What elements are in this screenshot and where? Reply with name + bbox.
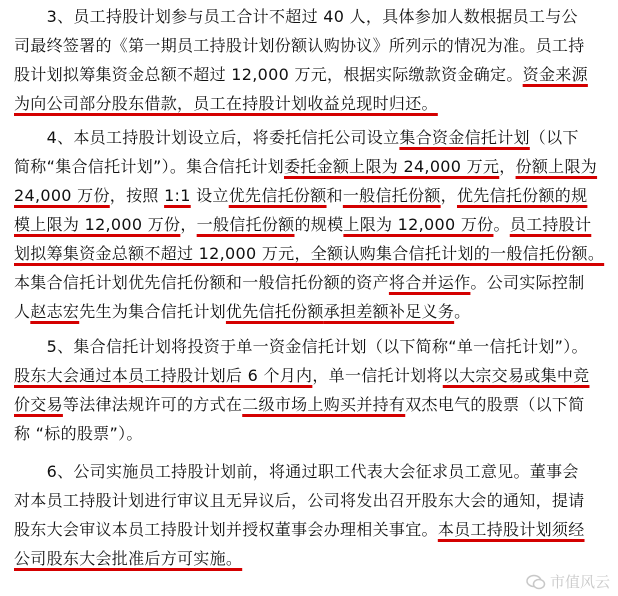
watermark bbox=[526, 571, 610, 592]
text-segment: 设立 bbox=[190, 186, 229, 205]
text-line bbox=[14, 548, 242, 570]
text-segment: 等法律法规许可的方式在 bbox=[62, 395, 243, 414]
text-line bbox=[14, 423, 143, 445]
underlined-phrase: 二级市场上购买并持有 bbox=[242, 395, 406, 414]
text-segment: 。公司实际控制 bbox=[470, 273, 585, 292]
text-segment: ， bbox=[499, 157, 516, 176]
text-segment: 5、集合信托计划将投资于单一资金信托计划（以下简称“单一信托计划”）。 bbox=[14, 337, 588, 356]
text-segment: ，单一信托计划将 bbox=[312, 366, 443, 385]
text-line bbox=[14, 336, 588, 358]
text-line bbox=[14, 93, 438, 115]
underlined-phrase: 承担差额补足义务 bbox=[323, 302, 455, 321]
text-line bbox=[14, 243, 604, 265]
underlined-phrase: 优先信托份额 bbox=[225, 302, 324, 321]
text-segment: 本集合信托计划优先信托份额和一般信托份额的资产 bbox=[14, 273, 389, 292]
underlined-phrase: 优先信托份额的规 bbox=[456, 186, 588, 205]
underlined-phrase: 赵志宏 bbox=[30, 302, 80, 321]
text-segment: 4、本员工持股计划设立后，将委托信托公司设立 bbox=[14, 128, 400, 147]
underlined-phrase: 份额上限为 bbox=[515, 157, 598, 176]
text-segment: ， bbox=[180, 215, 197, 234]
text-line bbox=[14, 127, 579, 149]
text-line bbox=[14, 64, 588, 86]
text-segment: 股计划拟筹集资金总额不超过 12,000 万元，根据实际缴款资金确定。 bbox=[14, 65, 523, 84]
underlined-phrase: 为向公司部分股东借款，员工在持股计划收益兑现时归还。 bbox=[14, 94, 438, 113]
text-line bbox=[14, 490, 585, 512]
text-line bbox=[14, 214, 591, 236]
text-segment: 称 “标的股票”）。 bbox=[14, 424, 143, 443]
text-line bbox=[14, 272, 585, 294]
underlined-phrase: 一般信托份额 bbox=[342, 186, 441, 205]
text-segment: 司最终签署的《第一期员工持股计划份额认购协议》所列示的情况为准。员工持 bbox=[14, 36, 585, 55]
text-line bbox=[14, 185, 587, 207]
text-segment: ，按照 bbox=[109, 186, 165, 205]
underlined-phrase: 1:1 bbox=[164, 186, 191, 205]
text-segment: ， bbox=[440, 186, 457, 205]
text-segment: （以下 bbox=[529, 128, 579, 147]
text-line bbox=[14, 519, 585, 541]
text-segment: 对本员工持股计划进行审议且无异议后，公司将发出召开股东大会的通知，提请 bbox=[14, 491, 585, 510]
text-line bbox=[14, 156, 597, 178]
underlined-phrase: 模上限为 12,000 万份 bbox=[14, 215, 181, 234]
underlined-phrase: 资金来源 bbox=[522, 65, 588, 84]
underlined-phrase: 将合并运作 bbox=[388, 273, 471, 292]
underlined-phrase: 24,000 万份 bbox=[14, 186, 110, 205]
underlined-phrase: 上限为 12,000 万份 bbox=[343, 215, 494, 234]
underlined-phrase: 以大宗交易或集中竞 bbox=[442, 366, 590, 385]
text-segment: 先生为集合信托计划 bbox=[79, 302, 226, 321]
underlined-phrase: 员工持股计 bbox=[509, 215, 592, 234]
underlined-phrase: 价交易 bbox=[14, 395, 63, 414]
text-segment: 3、员工持股计划参与员工合计不超过 40 人，具体参加人数根据员工与公 bbox=[14, 7, 578, 26]
underlined-phrase: 集合资金信托计划 bbox=[399, 128, 530, 147]
underlined-phrase: 划拟筹集资金总额不超过 12,000 万元，全额认购集合信托计划的一般信托份额。 bbox=[14, 244, 605, 263]
underlined-phrase: 本员工持股计划须经 bbox=[437, 520, 585, 539]
text-segment: 人 bbox=[14, 302, 31, 321]
text-line bbox=[14, 461, 579, 483]
text-segment: 。 bbox=[454, 302, 471, 321]
text-segment: 股东大会审议本员工持股计划并授权董事会办理相关事宜。 bbox=[14, 520, 438, 539]
text-segment: 。 bbox=[493, 215, 510, 234]
underlined-phrase: 公司股东大会批准后方可实施。 bbox=[14, 549, 243, 568]
text-line bbox=[14, 6, 578, 28]
underlined-phrase: 股东大会通过本员工持股计划后 6 个月内 bbox=[14, 366, 313, 385]
watermark-text: 市值风云 bbox=[549, 573, 610, 591]
text-line bbox=[14, 35, 585, 57]
underlined-phrase: 优先信托份额 bbox=[228, 186, 327, 205]
underlined-phrase: 委托金额上限为 24,000 万元 bbox=[283, 157, 500, 176]
text-segment: 双杰电气的股票（以下简 bbox=[405, 395, 585, 414]
wechat-logo-icon bbox=[526, 574, 546, 590]
underlined-phrase: 一般信托份额 bbox=[196, 215, 295, 234]
text-line bbox=[14, 394, 585, 416]
text-segment: 和 bbox=[326, 186, 343, 205]
text-segment: 的规模 bbox=[294, 215, 344, 234]
text-segment: 6、公司实施员工持股计划前，将通过职工代表大会征求员工意见。董事会 bbox=[14, 462, 579, 481]
text-line bbox=[14, 301, 470, 323]
text-segment: 简称“集合信托计划”）。集合信托计划 bbox=[14, 157, 284, 176]
text-line bbox=[14, 365, 589, 387]
